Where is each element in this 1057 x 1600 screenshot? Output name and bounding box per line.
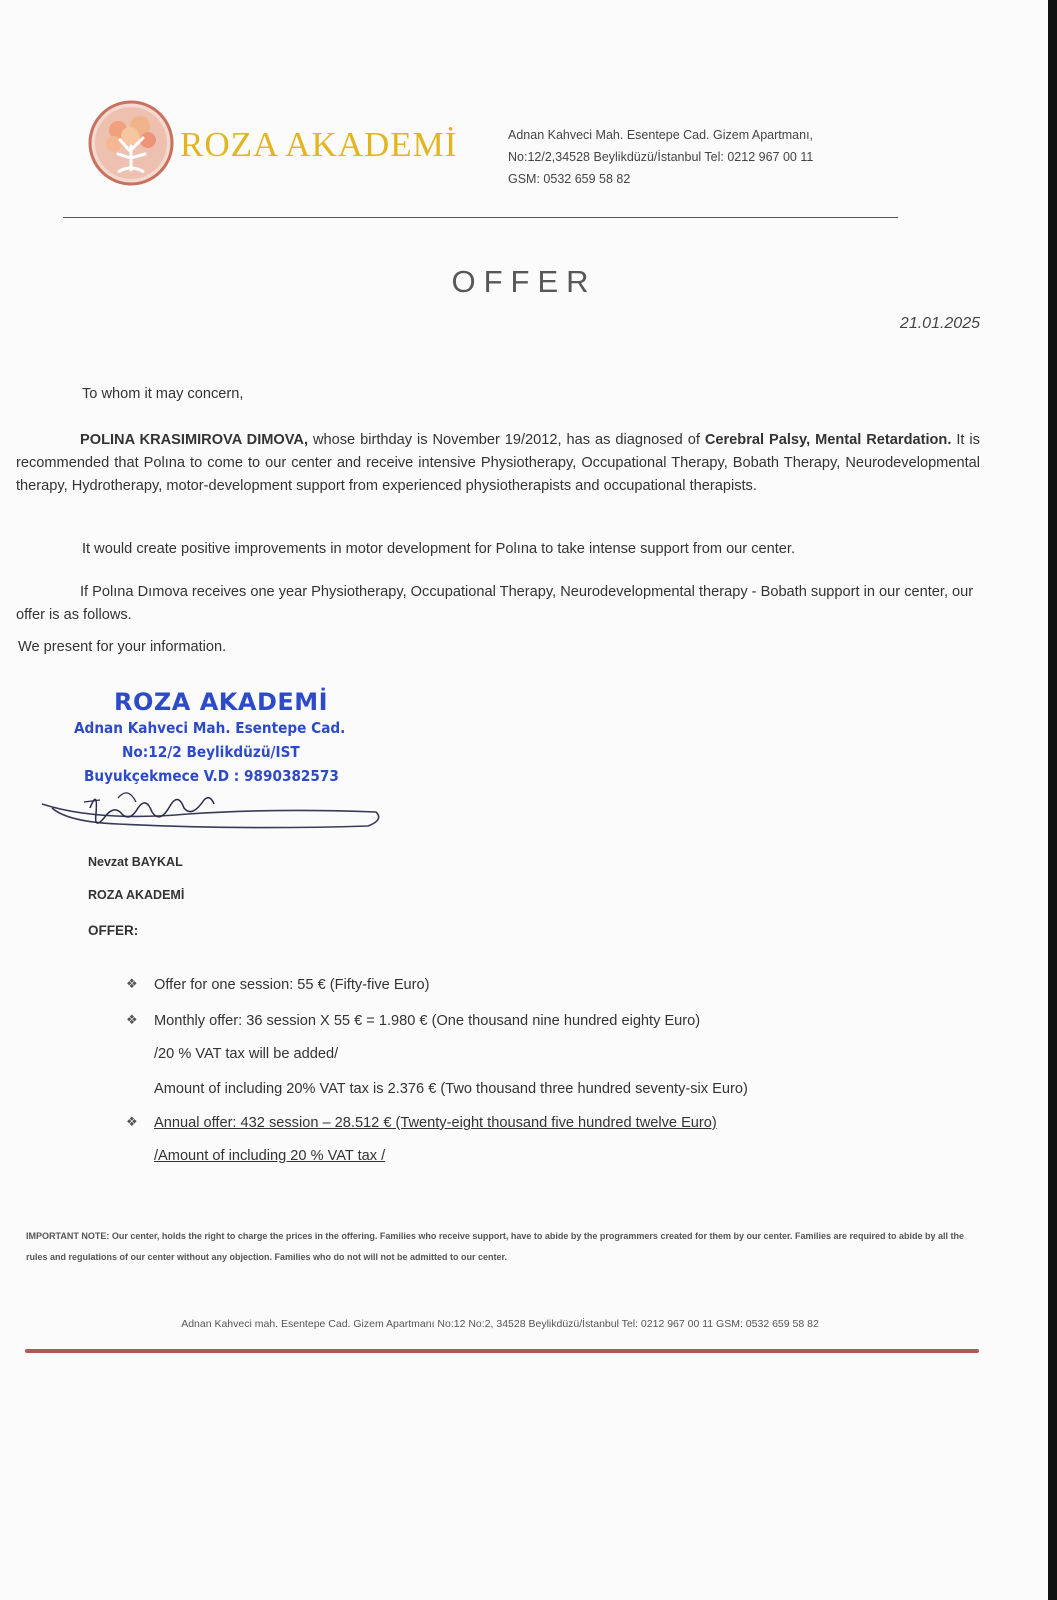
address-line: Adnan Kahveci Mah. Esentepe Cad. Gizem Apartmanı,	[508, 128, 814, 142]
tree-logo-icon	[88, 100, 174, 186]
paragraph-diagnosis	[16, 429, 980, 498]
signatory-name: Nevzat BAYKAL	[88, 855, 183, 869]
diagnosis: Cerebral Palsy, Mental Retardation.	[704, 432, 952, 448]
address-line: No:12/2,34528 Beylikdüzü/İstanbul Tel: 0212 967 00 11	[508, 150, 814, 164]
offer-vat-note: /20 % VAT tax will be added/	[154, 1046, 339, 1062]
stamp-line: Adnan Kahveci Mah. Esentepe Cad.	[74, 719, 346, 737]
greeting: To whom it may concern,	[82, 386, 244, 402]
offer-monthly-incl: Amount of including 20% VAT tax is 2.376 € (Two thousand three hundred seventy-six Euro)	[154, 1081, 748, 1097]
signature-icon	[38, 778, 388, 838]
signatory-org: ROZA AKADEMİ	[88, 888, 185, 902]
offer-monthly: Monthly offer: 36 session X 55 € = 1.980 € (One thousand nine hundred eighty Euro)	[154, 1013, 701, 1029]
paragraph-text: whose birthday is November 19/2012, has as diagnosed of	[308, 432, 705, 448]
page-edge	[1048, 0, 1057, 1600]
diamond-bullet-icon: ❖	[126, 1114, 138, 1129]
offer-annual-incl: /Amount of including 20 % VAT tax /	[154, 1148, 386, 1164]
paragraph-offer-intro	[16, 581, 980, 627]
brand-name-text: ROZA AKADEMİ	[180, 125, 458, 164]
header-divider	[63, 217, 898, 218]
diamond-bullet-icon: ❖	[126, 976, 138, 991]
header-address	[508, 124, 813, 190]
document-date: 21.01.2025	[899, 315, 980, 332]
stamp-line: No:12/2 Beylikdüzü/IST	[122, 743, 300, 761]
document-title: OFFER	[451, 264, 597, 299]
important-note: IMPORTANT NOTE: Our center, holds the right to charge the prices in the offering. Families who receive support, have to abide by the programmers created for them by our center. Families are required to abide by all the rules and regulations of our center without any objection. Families who do not will not be admitted to our center.	[26, 1231, 965, 1262]
offer-annual: Annual offer: 432 session – 28.512 € (Twenty-eight thousand five hundred twelve Euro)	[154, 1115, 717, 1131]
paragraph-improvement: It would create positive improvements in motor development for Polına to take intense support from our center.	[82, 541, 796, 557]
patient-name: POLINA KRASIMIROVA DIMOVA,	[80, 432, 309, 448]
paragraph-text: It is recommended that Polına to come to our center and receive intensive Physiotherapy, Occupational Therapy, Bobath Therapy, Neurodevelopmental therapy, Hydrotherapy, motor-development support from experienced physiotherapists and occupational therapists.	[16, 432, 980, 494]
footer-divider	[25, 1349, 979, 1353]
offer-label: OFFER:	[88, 923, 139, 938]
diamond-bullet-icon: ❖	[126, 1012, 138, 1027]
paragraph-text: If Polına Dımova receives one year Physiotherapy, Occupational Therapy, Neurodevelopmental therapy - Bobath support in our center, our offer is as follows.	[16, 584, 974, 623]
brand-name	[180, 125, 457, 165]
footer-address: Adnan Kahveci mah. Esentepe Cad. Gizem Apartmanı No:12 No:2, 34528 Beylikdüzü/İstanbul Tel: 0212 967 00 11 GSM: 0532 659 58 82	[181, 1318, 819, 1330]
offer-session: Offer for one session: 55 € (Fifty-five Euro)	[154, 977, 430, 993]
stamp-line: Buyukçekmece V.D : 9890382573	[84, 767, 339, 785]
company-stamp	[70, 688, 382, 788]
paragraph-closing: We present for your information.	[18, 639, 227, 655]
stamp-line: ROZA AKADEMİ	[114, 688, 329, 716]
address-line: GSM: 0532 659 58 82	[508, 172, 631, 186]
